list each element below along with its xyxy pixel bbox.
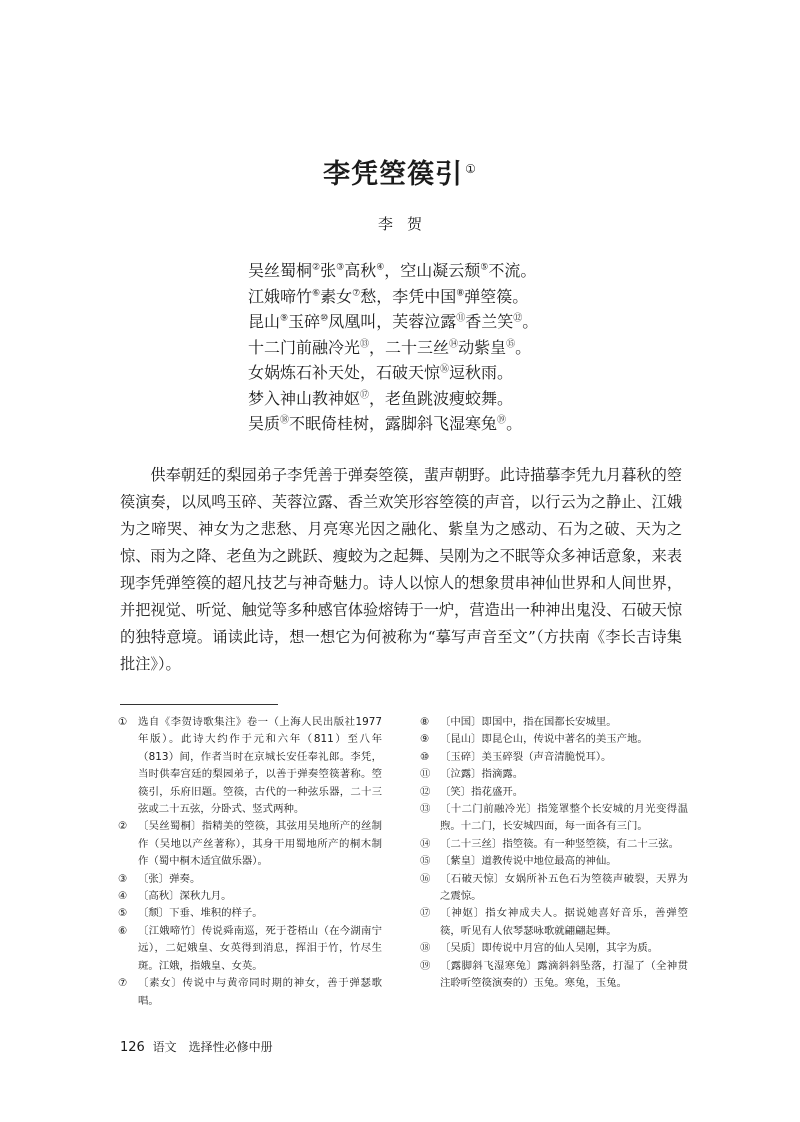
footnote <box>420 731 688 748</box>
poem-text: 逗秋雨。 <box>449 363 514 382</box>
footnote-number: ⑬ <box>420 803 431 816</box>
footnote <box>420 958 688 993</box>
footnote <box>118 818 382 870</box>
footnote-number: ⑤ <box>118 907 128 920</box>
footnote <box>420 749 688 766</box>
footnote-text: 〔石破天惊〕女娲所补五色石为箜篌声破裂，天界为之震惊。 <box>440 872 688 903</box>
footnote <box>420 801 688 836</box>
footnote-number: ④ <box>118 890 128 903</box>
footnote-text: 〔张〕弹奏。 <box>138 872 201 885</box>
footnote <box>420 766 688 783</box>
footnote-text: 〔泣露〕指滴露。 <box>440 768 524 781</box>
footnote-text: 〔紫皇〕道教传说中地位最高的神仙。 <box>440 855 617 868</box>
footnote <box>118 871 382 888</box>
poem-line <box>248 335 538 361</box>
footnote-divider <box>120 704 278 705</box>
footnote-number: ⑰ <box>420 907 431 920</box>
footnote-text: 〔吴丝蜀桐〕指精美的箜篌，其弦用吴地所产的丝制作（吴地以产丝著称），其身干用蜀地所产的桐木制作（蜀中桐木适宜做乐器）。 <box>138 820 382 868</box>
poem-text: 不眠倚桂树，露脚斜飞湿寒兔 <box>289 414 498 433</box>
poem-text: 香兰笑 <box>465 312 514 331</box>
poem-text: 不流。 <box>488 261 537 280</box>
poem-line <box>248 386 538 412</box>
footnote-number: ⑪ <box>420 768 431 781</box>
poem-text: 十二门前融冷光 <box>248 337 361 357</box>
poem-text: 女娲炼石补天处，石破天惊 <box>248 363 441 382</box>
footnote <box>420 714 688 731</box>
footnote-number: ⑩ <box>420 750 430 763</box>
footnote-marker: ⑪ <box>456 313 466 324</box>
footnote-text: 〔中国〕即国中，指在国都长安城里。 <box>440 716 617 728</box>
footnote <box>420 905 688 940</box>
poem-text: 江娥啼竹 <box>248 286 313 306</box>
footnote-text: 〔昆山〕即昆仑山，传说中著名的美玉产地。 <box>440 733 648 746</box>
poem-text: 弹箜篌。 <box>464 286 529 306</box>
footnote-number: ⑮ <box>420 855 431 868</box>
poem-text: 吴质 <box>248 414 281 433</box>
footnote <box>420 853 688 870</box>
page-number: 126 <box>120 1040 145 1055</box>
footnote-marker: ③ <box>336 262 345 273</box>
footnote-marker: ⑫ <box>513 313 523 324</box>
poem-text: ，二十三丝 <box>369 337 450 357</box>
poem-line <box>248 411 538 437</box>
author: 李贺 <box>377 215 436 233</box>
footnote-marker: ⑨ <box>280 313 289 324</box>
footnote-text: 〔十二门前融冷光〕指笼罩整个长安城的月光变得温煦。十二门，长安城四面，每一面各有三门。 <box>440 803 688 833</box>
footnote-text: 〔江娥啼竹〕传说舜南巡，死于苍梧山（在今湖南宁远），二妃娥皇、女英得到消息，挥泪于竹，竹尽生斑。江娥，指娥皇、女英。 <box>138 924 382 972</box>
poem-text: 张 <box>320 261 337 280</box>
footnote-marker: ⑬ <box>360 339 370 350</box>
footnote-number: ⑫ <box>420 785 431 798</box>
footnote-number: ⑨ <box>420 733 430 746</box>
footnote-number: ③ <box>118 872 128 885</box>
poem-text: 玉碎 <box>288 312 321 331</box>
poem-body <box>248 258 538 437</box>
footnote-marker: ⑦ <box>352 288 361 299</box>
footnotes-right-column <box>420 714 688 993</box>
poem-text: 愁，李凭中国 <box>360 286 457 306</box>
book-title: 语文 选择性必修中册 <box>152 1040 273 1054</box>
footnote-number: ⑧ <box>420 716 430 728</box>
footnote-text: 〔笑〕指花盛开。 <box>440 785 524 798</box>
footnote <box>118 888 382 905</box>
footnote-marker: ⑮ <box>506 339 516 350</box>
poem-text: ，老鱼跳波瘦蛟舞。 <box>369 388 514 408</box>
footnote-number: ⑦ <box>118 977 128 990</box>
poem-text: 梦入神山教神妪 <box>248 388 361 408</box>
footnote-text: 〔高秋〕深秋九月。 <box>138 890 232 903</box>
poem-line <box>248 258 538 284</box>
title-footnote-marker: ① <box>465 162 477 176</box>
footnote-number: ⑱ <box>420 942 431 955</box>
poem-line <box>248 309 538 335</box>
footnote <box>118 714 382 818</box>
poem-line <box>248 284 538 310</box>
commentary-paragraph: 供奉朝廷的梨园弟子李凭善于弹奏箜篌，蜚声朝野。此诗描摹李凭九月暮秋的箜篌演奏，以凤鸣玉碎、芙蓉泣露、香兰欢笑形容箜篌的声音，以行云为之静止、江娥为之啼哭、神女为之悲愁、月亮寒光因之融化、紫皇为之感动、石为之破、天为之惊、雨为之降、老鱼为之跳跃、瘦蛟为之起舞、吴刚为之不眠等众多神话意象，来表现李凭弹箜篌的超凡技艺与神奇魅力。诗人以惊人的想象贯串神仙世界和人间世界，并把视觉、听觉、触觉等多种感官体验熔铸于一炉，营造出一种神出鬼没、石破天惊的独特意境。诵读此诗，想一想它为何被称为“摹写声音至文”（方扶南《李长吉诗集批注》）。 <box>120 466 682 673</box>
footnote-text: 〔玉碎〕美玉碎裂（声音清脆悦耳）。 <box>440 750 612 763</box>
footnote-text: 选自《李贺诗歌集注》卷一（上海人民出版社1977年版）。此诗大约作于元和六年（811）至八年（813）间，作者当时在京城长安任奉礼郎。李凭，当时供奉宫廷的梨园弟子，以善于弹奏箜篌著称。箜篌引，乐府旧题。箜篌，古代的一种弦乐器，二十三弦或二十五弦，分卧式、竖式两种。 <box>138 716 382 816</box>
footnote <box>118 975 382 1010</box>
footnote-marker: ⑥ <box>312 288 321 299</box>
footnote-marker: ⑭ <box>449 339 459 350</box>
footnote-number: ⑭ <box>420 837 431 850</box>
footnote-marker: ⑱ <box>280 415 290 426</box>
poem-text: 凤凰叫，芙蓉泣露 <box>328 312 457 331</box>
footnote-marker: ② <box>312 262 321 273</box>
poem-text: 动紫皇 <box>458 337 507 357</box>
footnote-marker: ⑩ <box>320 313 329 324</box>
footnote-marker: ⑯ <box>440 364 450 375</box>
poem-text: 素女 <box>320 286 353 306</box>
footnote-marker: ⑲ <box>497 415 507 426</box>
footnote-number: ⑯ <box>420 872 431 885</box>
footnote-number: ⑥ <box>118 924 128 937</box>
poem-title: 李凭箜篌引 ① <box>323 159 477 190</box>
page-footer <box>120 1038 273 1055</box>
poem-text: 。 <box>506 414 523 433</box>
footnote <box>420 940 688 957</box>
footnote-text: 〔颓〕下垂、堆积的样子。 <box>138 907 263 920</box>
footnote <box>420 871 688 906</box>
footnote <box>420 836 688 853</box>
poem-text: 吴丝蜀桐 <box>248 261 313 280</box>
poem-text: ，空山凝云颓 <box>384 261 481 280</box>
footnote-marker: ⑧ <box>456 288 465 299</box>
poem-text: 高秋 <box>344 261 377 280</box>
footnote-marker: ⑰ <box>360 390 370 401</box>
footnote-text: 〔二十三丝〕指箜篌。有一种竖箜篌，有二十三弦。 <box>440 837 679 850</box>
footnote-text: 〔露脚斜飞湿寒兔〕露滴斜斜坠落，打湿了（全神贯注聆听箜篌演奏的）玉兔。寒兔，玉兔。 <box>440 959 688 990</box>
poem-text: 昆山 <box>248 312 281 331</box>
footnote-number: ② <box>118 820 128 833</box>
footnote-marker: ⑤ <box>480 262 489 273</box>
footnote-text: 〔神妪〕指女神成夫人。据说她喜好音乐，善弹箜篌，听见有人依琴瑟咏歌就翩翩起舞。 <box>440 907 688 937</box>
footnote-text: 〔吴质〕即传说中月宫的仙人吴刚，其字为质。 <box>440 942 659 955</box>
poem-line <box>248 360 538 386</box>
footnote-number: ① <box>118 716 128 728</box>
footnote-number: ⑲ <box>420 959 431 972</box>
footnote <box>118 923 382 975</box>
footnote-text: 〔素女〕传说中与黄帝同时期的神女，善于弹瑟歌唱。 <box>138 977 382 1007</box>
footnote-marker: ④ <box>376 262 385 273</box>
poem-text: 。 <box>522 312 539 331</box>
footnote <box>118 905 382 922</box>
poem-text: 。 <box>515 337 532 357</box>
footnote <box>420 784 688 801</box>
footnotes-left-column <box>118 714 382 1010</box>
